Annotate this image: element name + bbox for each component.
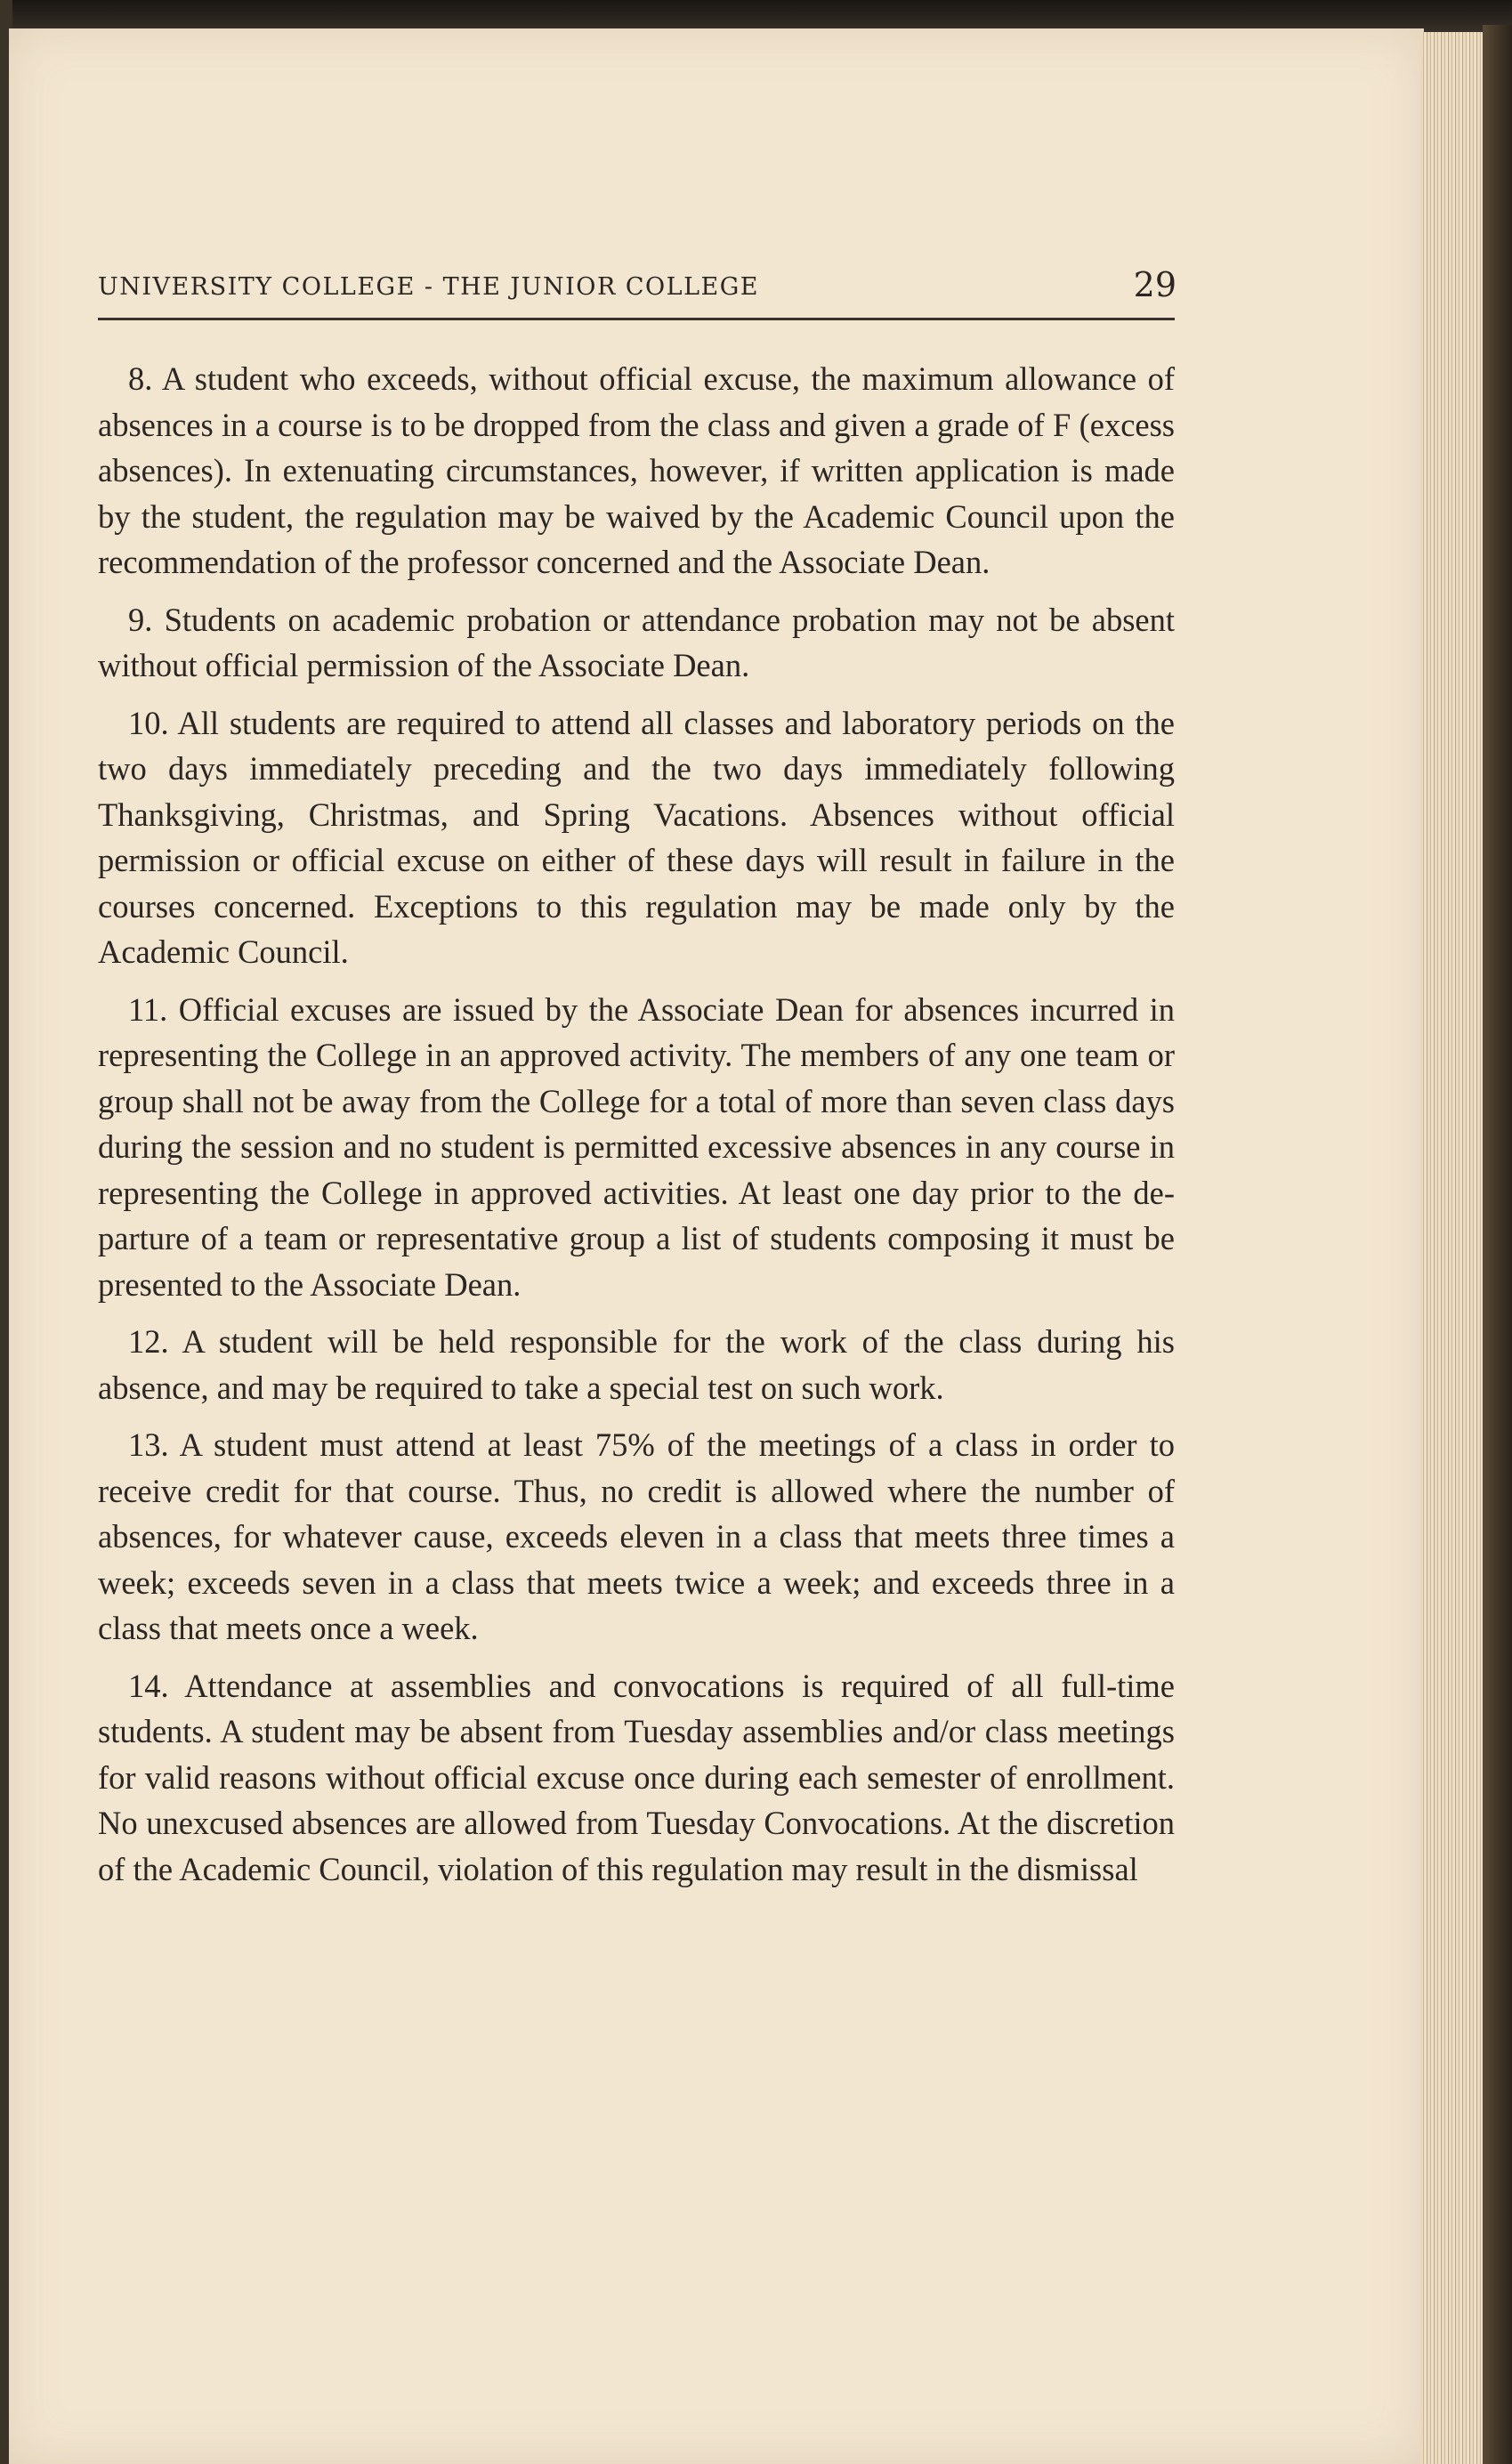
paragraph-11: 11. Official excuses are issued by the Associate Dean for absences incurred in representing the College in an approved activity. The members of any one team or group shall not be away from the College for a total of more than seven class days during the session and no student is permitted excessive absences in any course in representing the College in approved activities. At least one day prior to the departure of a team or representative group a list of students composing it must be presented to the Associate Dean.: [98, 990, 1175, 1303]
running-head: [98, 267, 1175, 320]
header-rule: [98, 318, 1175, 320]
page-stack-edges: [1420, 32, 1483, 2464]
running-head-title: UNIVERSITY COLLEGE - THE JUNIOR COLLEGE: [98, 273, 759, 301]
paragraph-9: 9. Students on academic probation or attendance probation may not be absent without official permission of the Associate Dean.: [98, 601, 1175, 683]
body-text: [98, 356, 1175, 1903]
paragraph-12: 12. A student will be held responsible for the work of the class during his absence, and may be required to take a special test on such work.: [98, 1323, 1175, 1406]
paragraph-10: 10. All students are required to attend all classes and laboratory periods on the two days immediately preceding and the two days immediately following Thanksgiving, Christmas, and Spring Vacations. Absences without official permission or official excuse on either of these days will result in failure in the courses concerned. Exceptions to this regulation may be made only by the Academic Council.: [98, 704, 1175, 970]
paragraph-14: 14. Attendance at assemblies and convocations is required of all full-time students. A student may be absent from Tuesday assemblies and/or class meetings for valid reasons without official excuse once during each semester of enrollment. No unexcused absences are allowed from Tuesday Convocations. At the discretion of the Academic Council, violation of this regulation may result in the dismissal: [98, 1667, 1175, 1887]
paragraph-13: 13. A student must attend at least 75% of the meetings of a class in order to receive credit for that course. Thus, no credit is allowed where the number of absences, for whatever cause, exceeds eleven in a class that meets three times a week; exceeds seven in a class that meets twice a week; and exceeds three in a class that meets once a week.: [98, 1426, 1175, 1646]
paragraph-8: 8. A student who exceeds, without official excuse, the maximum allowance of absences in a course is to be dropped from the class and given a grade of F (excess absences). In extenuating circumstances, however, if written application is made by the student, the regulation may be waived by the Academic Council upon the recommendation of the professor concerned and the Associate Dean.: [98, 360, 1175, 580]
page-number: 29: [1133, 265, 1176, 304]
book-cover-edge: [1483, 25, 1512, 2464]
